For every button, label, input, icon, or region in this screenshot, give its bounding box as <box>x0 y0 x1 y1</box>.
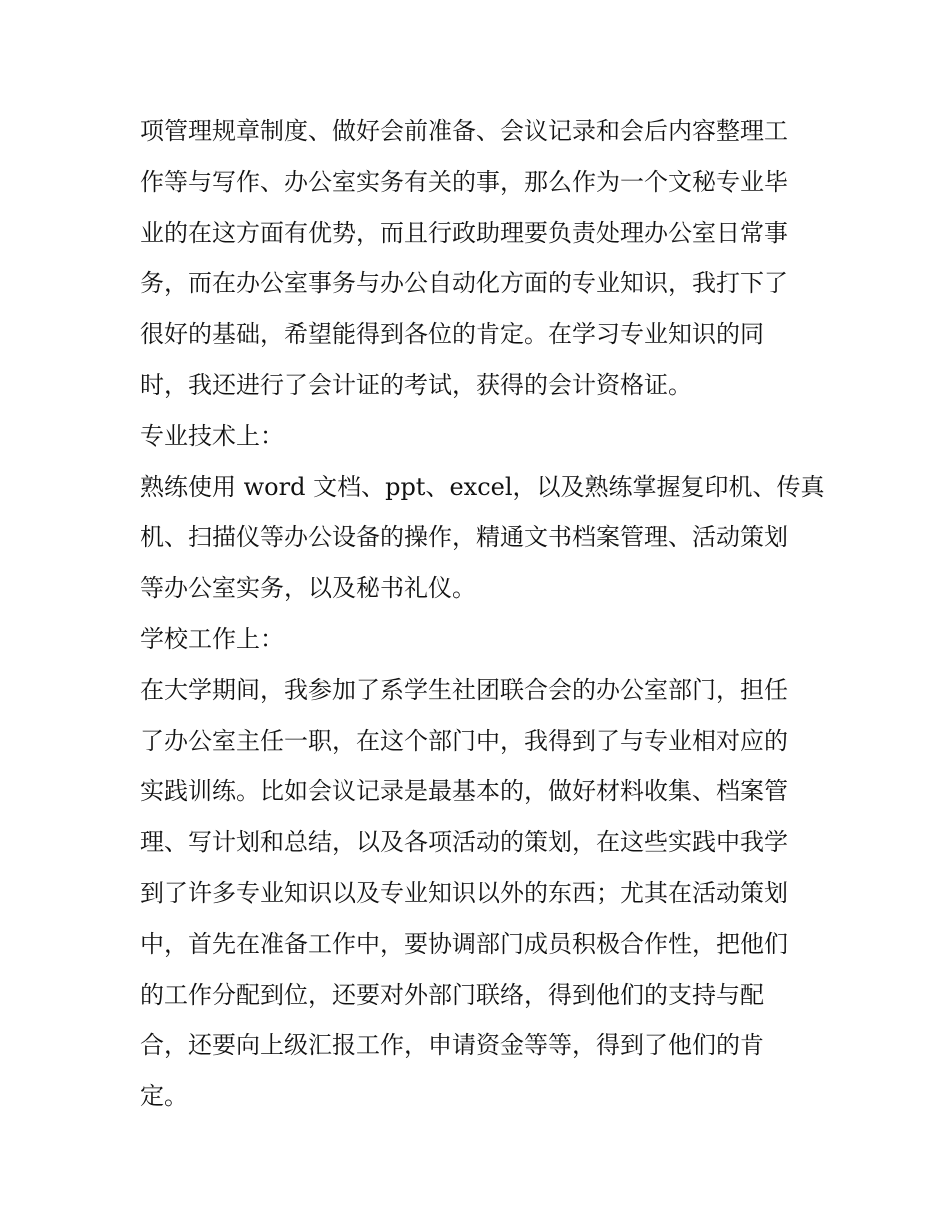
text-line: 中，首先在准备工作中，要协调部门成员积极合作性，把他们 <box>140 929 788 958</box>
text-line: 等办公室实务，以及秘书礼仪。 <box>140 574 476 603</box>
text-line: 定。 <box>140 1082 188 1111</box>
text-line: 的工作分配到位，还要对外部门联络，得到他们的支持与配 <box>140 980 764 1009</box>
text-line: 时，我还进行了会计证的考试，获得的会计资格证。 <box>140 370 692 399</box>
text-line: 作等与写作、办公室实务有关的事，那么作为一个文秘专业毕 <box>140 167 788 196</box>
section-heading-school-work: 学校工作上： <box>140 624 284 653</box>
text-line: 到了许多专业知识以及专业知识以外的东西；尤其在活动策划 <box>140 878 788 907</box>
document-body <box>140 106 825 1122</box>
text-line: 机、扫描仪等办公设备的操作，精通文书档案管理、活动策划 <box>140 523 788 552</box>
text-line: 项管理规章制度、做好会前准备、会议记录和会后内容整理工 <box>140 117 788 145</box>
text-line: 合，还要向上级汇报工作，申请资金等等，得到了他们的肯 <box>140 1031 764 1060</box>
text-line: 实践训练。比如会议记录是最基本的，做好材料收集、档案管 <box>140 777 788 806</box>
text-line: 熟练使用 word 文档、ppt、excel，以及熟练掌握复印机、传真 <box>140 472 825 501</box>
section-heading-professional-skills: 专业技术上： <box>140 421 284 450</box>
text-line: 在大学期间，我参加了系学生社团联合会的办公室部门，担任 <box>140 675 788 704</box>
text-line: 业的在这方面有优势，而且行政助理要负责处理办公室日常事 <box>140 218 788 247</box>
text-line: 了办公室主任一职，在这个部门中，我得到了与专业相对应的 <box>140 726 788 755</box>
text-line: 理、写计划和总结，以及各项活动的策划，在这些实践中我学 <box>140 828 788 857</box>
text-line: 很好的基础，希望能得到各位的肯定。在学习专业知识的同 <box>140 320 764 349</box>
text-line: 务，而在办公室事务与办公自动化方面的专业知识，我打下了 <box>140 269 788 298</box>
